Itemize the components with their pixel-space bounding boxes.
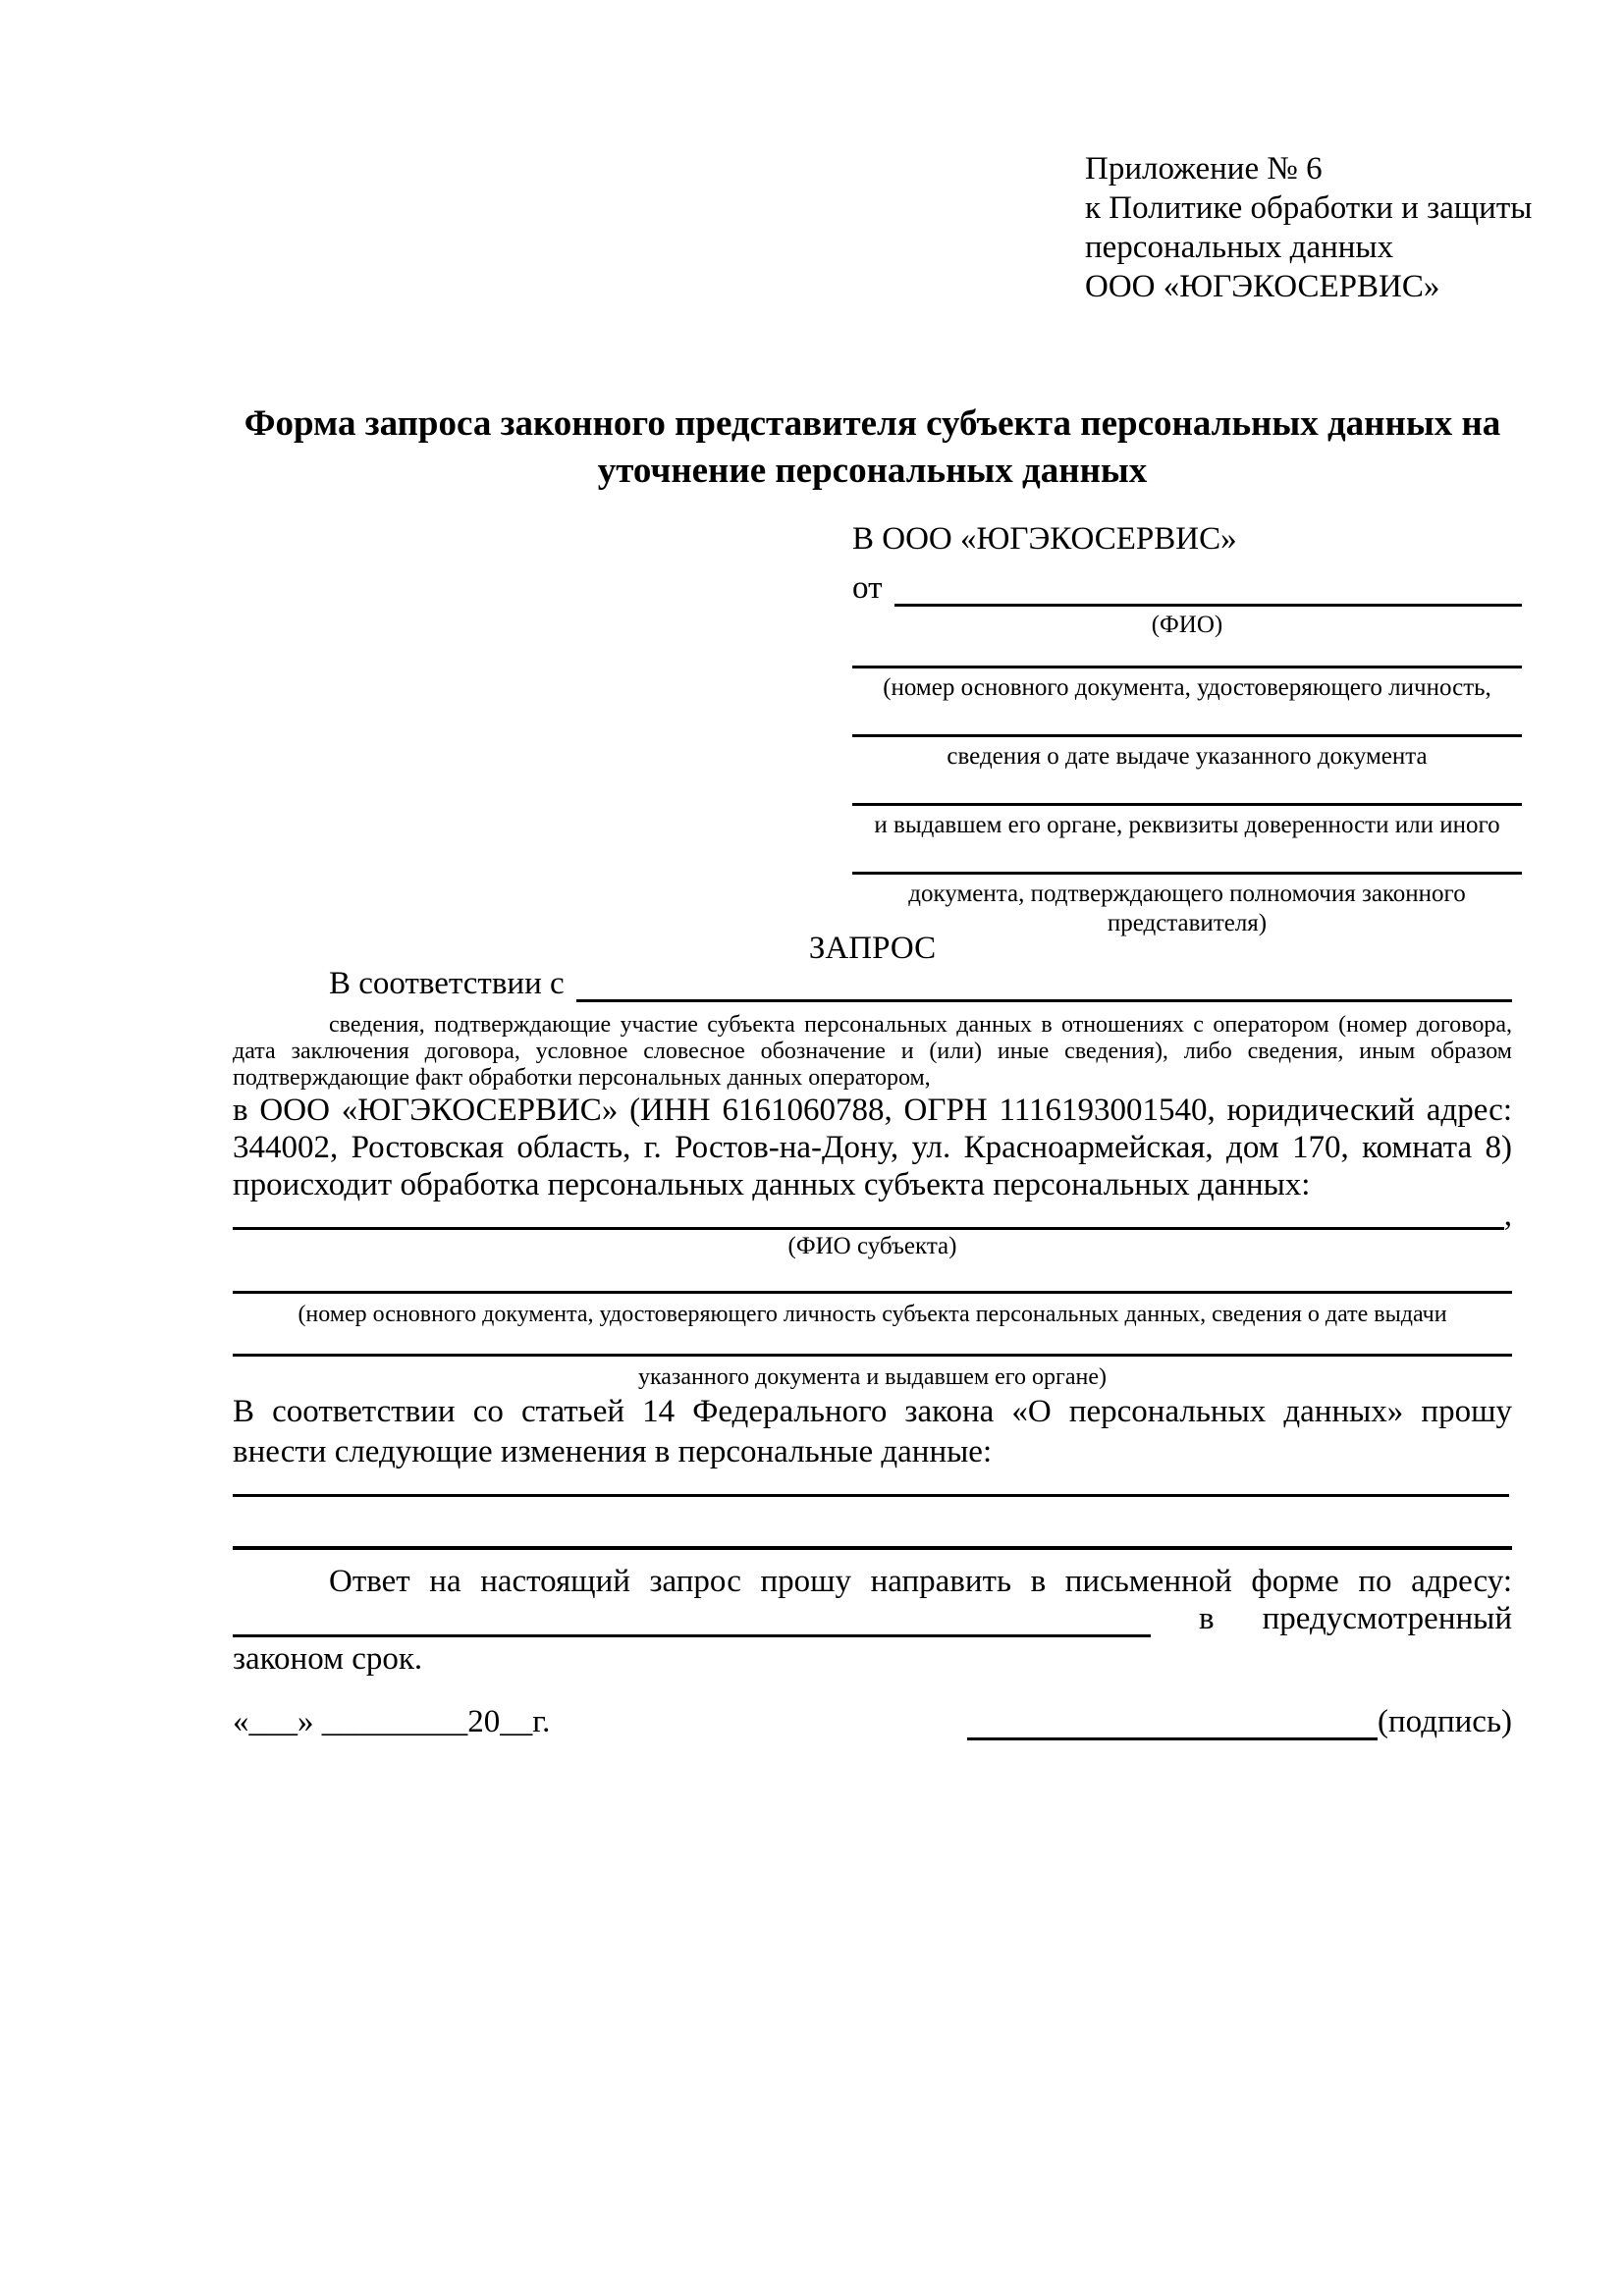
- doc-blank-caption-4: документа, подтверждающего полномочия законного представителя): [852, 872, 1522, 938]
- reply-address-blank-line: [233, 1603, 1151, 1637]
- doc-blank-caption-3: и выдавшем его органе, реквизиты доверенности или иного: [852, 803, 1522, 840]
- intro-blank-line: [576, 970, 1512, 1002]
- addressee-block: [852, 521, 1522, 938]
- reply-word-due: предусмотренный: [1262, 1601, 1512, 1636]
- from-field: [852, 569, 1522, 607]
- date-field: «___» _________20__г.: [233, 1704, 551, 1739]
- appendix-line: к Политике обработки и защиты: [1085, 190, 1533, 226]
- subject-doc-caption-1: (номер основного документа, удостоверяющего личность субъекта персональных данных, сведения о дате выдачи: [233, 1291, 1512, 1328]
- law-paragraph: В соответствии со статьей 14 Федерального закона «О персональных данных» прошу внести следующие изменения в персональные данные:: [233, 1394, 1512, 1469]
- trailing-comma: ,: [1503, 1198, 1512, 1233]
- doc-blank-caption-2: сведения о дате выдаче указанного документа: [852, 734, 1522, 772]
- addressee-to: В ООО «ЮГЭКОСЕРВИС»: [852, 521, 1237, 557]
- reply-paragraph-line-3: законом срок.: [233, 1641, 423, 1677]
- subject-fio-field: [233, 1198, 1512, 1233]
- appendix-block: [1085, 149, 1556, 306]
- signature-caption: (подпись): [1378, 1704, 1512, 1739]
- appendix-line: Приложение № 6: [1085, 151, 1323, 187]
- page-title: Форма запроса законного представителя субъекта персональных данных на уточнение персональных данных: [244, 403, 1501, 491]
- changes-blank-line-1: [233, 1494, 1509, 1497]
- reply-address-field: [233, 1598, 1512, 1637]
- fio-caption: (ФИО): [1151, 612, 1223, 638]
- intro-note: сведения, подтверждающие участие субъекта персональных данных в отношениях с оператором (номер договора, дата заключения договора, условное словесное обозначение и (или) иные сведения), либо сведения, иным образом подтверждающие факт обработки персональных данных оператором,: [233, 1012, 1512, 1091]
- signature-blank-line: [967, 1704, 1378, 1740]
- signature-field: [967, 1704, 1512, 1740]
- reply-word-in: в: [1199, 1601, 1215, 1636]
- appendix-line: ООО «ЮГЭКОСЕРВИС»: [1085, 269, 1440, 304]
- intro-label: В соответствии с: [329, 966, 565, 1001]
- appendix-line: персональных данных: [1085, 230, 1394, 265]
- request-heading: ЗАПРОС: [808, 931, 937, 966]
- reply-paragraph-line-1: Ответ на настоящий запрос прошу направить в письменной форме по адресу:: [329, 1564, 1512, 1599]
- from-label: от: [852, 570, 883, 606]
- intro-field: [233, 965, 1512, 1002]
- footer-row: [233, 1704, 1512, 1740]
- operator-paragraph: в ООО «ЮГЭКОСЕРВИС» (ИНН 6161060788, ОГРН 1116193001540, юридический адрес: 344002, Ростовская область, г. Ростов-на-Дону, ул. Красноармейская, дом 170, комната 8) происходит обработка персональных данных субъекта персональных данных:: [233, 1093, 1512, 1202]
- subject-fio-blank-line: [233, 1198, 1504, 1230]
- subject-fio-caption: (ФИО субъекта): [787, 1233, 957, 1259]
- subject-doc-caption-2: указанного документа и выдавшем его органе): [233, 1354, 1512, 1391]
- from-blank-line: [894, 574, 1523, 607]
- doc-blank-caption-1: (номер основного документа, удостоверяющего личность,: [852, 666, 1522, 703]
- changes-blank-line-2: [233, 1546, 1512, 1550]
